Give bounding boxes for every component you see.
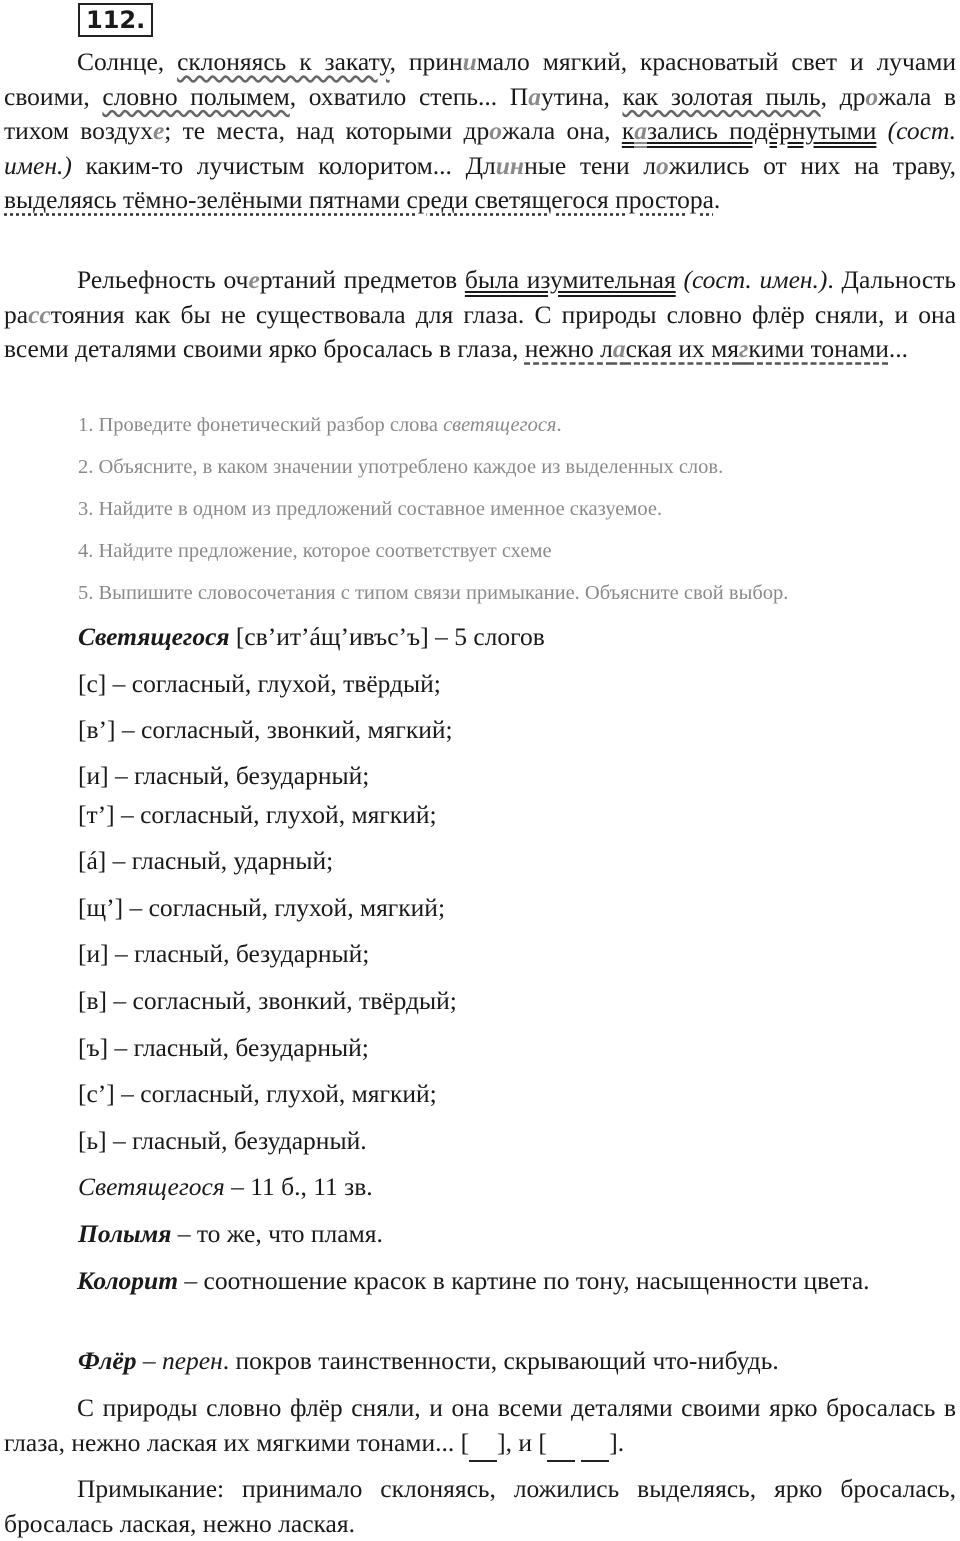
phonetic-sound: [с’] – согласный, глухой, мягкий;: [78, 1079, 437, 1108]
adverbial-participle-phrase: выделяясь тёмно-зелёными пятнами среди светящегося простора: [4, 185, 714, 214]
question-3: 3. Найдите в одном из предложений составное именное сказуемое.: [78, 498, 663, 520]
comparative-phrase: словно полымем: [102, 81, 290, 111]
phonetic-sound: [и] – гласный, безударный;: [78, 761, 370, 790]
question-4: 4. Найдите предложение, которое соответствует схеме: [78, 540, 552, 562]
scheme-paragraph: С природы словно флёр сняли, и она всеми деталями своими ярко бросалась в глаза, нежно лаская их мягкими тонами... [ ], и [ ].: [4, 1391, 956, 1462]
phonetic-sound: [ъ] – гласный, безударный;: [78, 1033, 369, 1062]
definition-fler: Флёр – перен. покров таинственности, скрывающий что-нибудь.: [78, 1346, 779, 1375]
phonetic-sound: [в’] – согласный, звонкий, мягкий;: [78, 715, 453, 744]
comparative-phrase: как золотая пыль: [622, 81, 821, 111]
question-2: 2. Объясните, в каком значении употреблено каждое из выделенных слов.: [78, 456, 724, 478]
phonetic-sound: [ь] – гласный, безударный.: [78, 1126, 367, 1155]
scheme-blank: [547, 1426, 575, 1463]
exercise-number: 112.: [78, 3, 153, 37]
scheme-blank: [581, 1426, 609, 1463]
adjoining-paragraph: Примыкание: принимало склоняясь, ложились выделяясь, ярко бросалась, бросалась лаская, нежно лаская.: [4, 1474, 956, 1538]
text-paragraph-1: Солнце, склоняясь к закату, принимало мягкий, красноватый свет и лучами своими, словно полымем, охватило степь... Паутина, как золотая пыль, дрожала в тихом воздухе; те места, над которыми дрожала она, казались подёрнутыми (сост. имен.) каким-то лучистым колоритом... Длинные тени ложились от них на траву, выделяясь тёмно-зелёными пятнами среди светящегося простора.: [4, 47, 957, 214]
phonetic-sound: [т’] – согласный, глухой, мягкий;: [78, 800, 437, 829]
definition-polymya: Полымя – то же, что пламя.: [78, 1219, 383, 1248]
compound-nominal-predicate: была изумительная: [464, 265, 676, 294]
phonetic-header: Светящегося [св’ит’áщ’ивъс’ъ] – 5 слогов: [78, 622, 545, 651]
question-1: 1. Проведите фонетический разбор слова светящегося.: [78, 414, 562, 436]
adverbial-participle-phrase: склоняясь к закату: [177, 47, 390, 76]
text-paragraph-2: Рельефность очертаний предметов была изумительная (сост. имен.). Дальность расстояния как бы не существовала для глаза. С природы словно флёр сняли, и она всеми деталями своими ярко бросалась в глаза, нежно лаская их мягкими тонами...: [4, 265, 956, 363]
definition-kolorit: Колорит – соотношение красок в картине по тону, насыщенности цвета.: [77, 1266, 870, 1295]
phonetic-sound: [á] – гласный, ударный;: [78, 846, 334, 875]
scheme-blank: [469, 1426, 497, 1463]
compound-nominal-predicate: зались подёрнутыми: [646, 116, 877, 145]
phonetic-sound: [щ’] – согласный, глухой, мягкий;: [78, 893, 446, 922]
phonetic-sound: [с] – согласный, глухой, твёрдый;: [78, 669, 441, 698]
phonetic-sound: [в] – согласный, звонкий, твёрдый;: [78, 986, 457, 1015]
phonetic-sound: [и] – гласный, безударный;: [78, 939, 370, 968]
question-5: 5. Выпишите словосочетания с типом связи примыкание. Объясните свой выбор.: [78, 582, 789, 604]
phonetic-summary: Светящегося – 11 б., 11 зв.: [78, 1172, 373, 1201]
